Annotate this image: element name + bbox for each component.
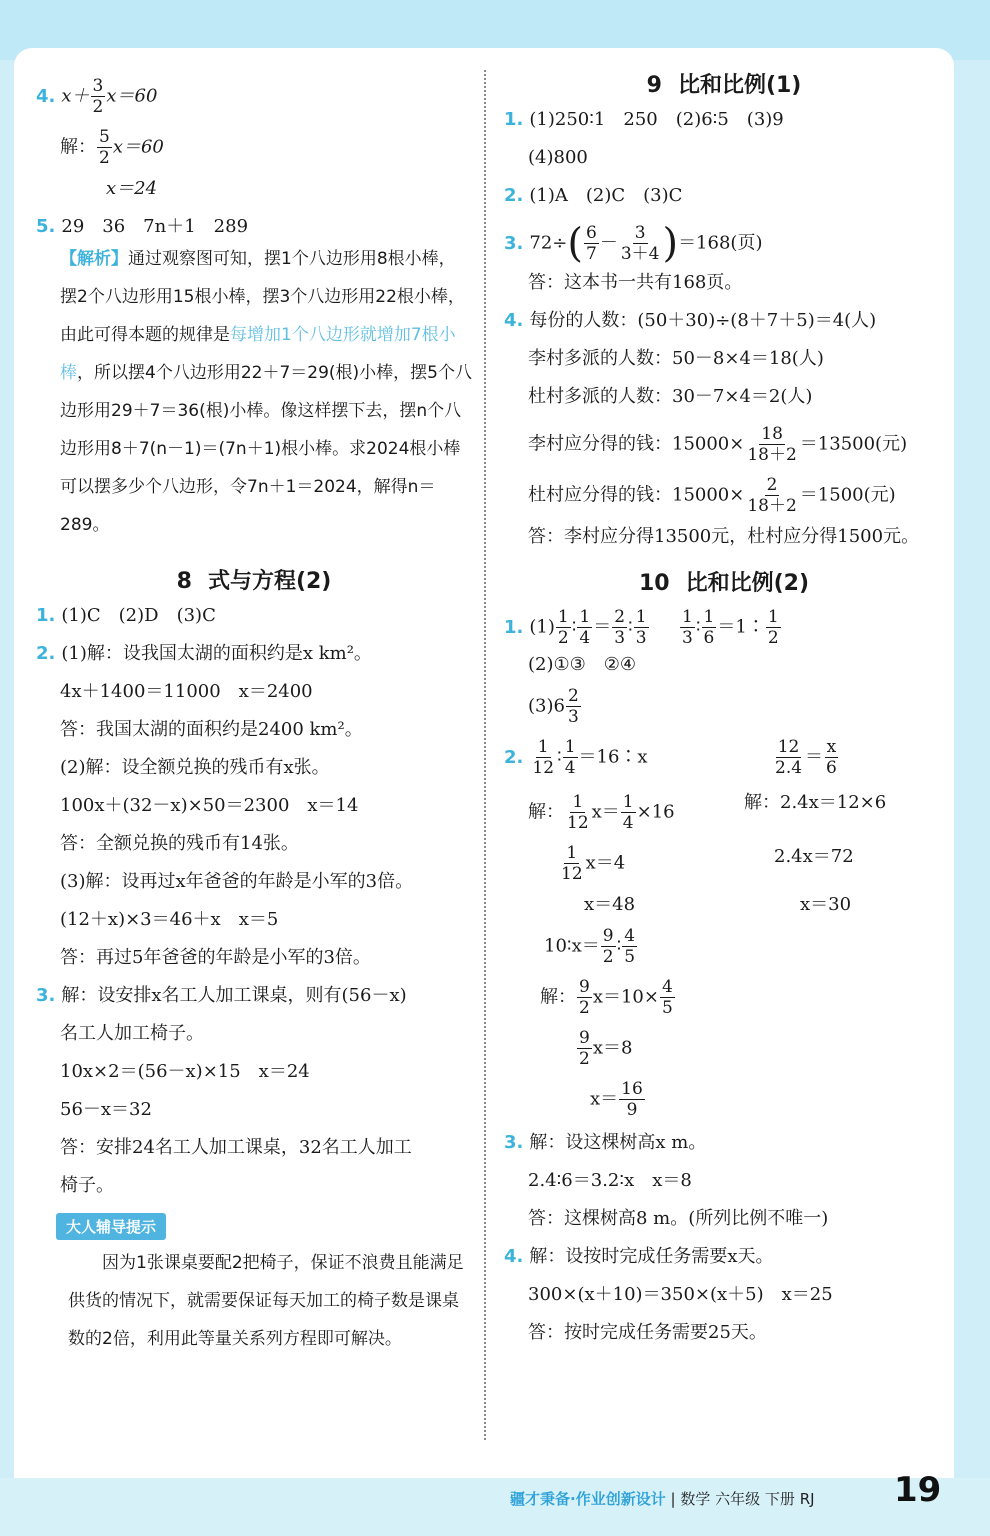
- s10-q2-c3: $\frac{9}{2}$ x＝8: [579, 1028, 633, 1069]
- s8-q3-l4: 56－x＝32: [60, 1099, 152, 1120]
- q4-solution: 解： $\frac{5}{2}$ x＝60: [60, 127, 164, 168]
- s10-q1-l3: (3)6 $\frac{2}{3}$: [528, 686, 579, 727]
- s9-q3-answer: 答：这本书一共有168页。: [528, 272, 743, 293]
- q5-analysis: 【解析】通过观察图可知，摆1个八边形用8根小棒，摆2个八边形用15根小棒，摆3个八边形用22根小棒，由此可得本题的规律是每增加1个八边形就增加7根小棒，所以摆4个八边形用22＋7＝29(根)小棒，摆5个八边形用29＋7＝36(根)小棒。像这样摆下去，摆n个八边形用8＋7(n－1)＝(7n＋1)根小棒。求2024根小棒可以摆多少个八边形，令7n＋1＝2024，解得n＝289。: [60, 249, 472, 535]
- s10-q1-l1: 1. (1) $\frac{1}{2}$ ∶ $\frac{1}{4}$ ＝ $\frac{2}{3}$ ∶ $\frac{1}{3}$ $\frac{1}{3}$ ∶ $\frac{1}{6}$ ＝1∶ $\frac{1}{2}$: [504, 607, 779, 648]
- s10-q4-l1: 4. 解：设按时完成任务需要x天。: [504, 1246, 774, 1267]
- s9-q4-l6: 答：李村应分得13500元，杜村应分得1500元。: [528, 526, 920, 547]
- s8-q2-l6: 答：全额兑换的残币有14张。: [60, 833, 299, 854]
- s8-q2-l1: 2. (1)解：设我国太湖的面积约是x km²。: [36, 643, 372, 664]
- section-9-title: 9 比和比例(1): [646, 73, 802, 98]
- q4-equation: 4. x＋ $\frac{3}{2}$ x＝60: [36, 76, 158, 117]
- s8-q3-l2: 名工人加工椅子。: [60, 1023, 204, 1044]
- page-number: 19: [894, 1470, 942, 1510]
- s10-q1-l2: (2)①③ ②④: [528, 654, 637, 675]
- s8-q2-l2: 4x＋1400＝11000 x＝2400: [60, 681, 313, 702]
- fraction: $\frac{3}{2}$: [92, 76, 104, 117]
- s10-q3-l2: 2.4∶6＝3.2∶x x＝8: [528, 1170, 692, 1191]
- s8-q2-l8: (12＋x)×3＝46＋x x＝5: [60, 909, 279, 930]
- s10-q2-c1: 10∶x＝ $\frac{9}{2}$ ∶ $\frac{4}{5}$: [544, 926, 636, 967]
- s8-q2-l3: 答：我国太湖的面积约是2400 km²。: [60, 719, 363, 740]
- fraction: $\frac{2}{18+2}$: [747, 475, 797, 516]
- s10-q2-c2: 解： $\frac{9}{2}$ x＝10× $\frac{4}{5}$: [540, 977, 673, 1018]
- fraction: $\frac{6}{7}$: [585, 223, 597, 264]
- left-column: [36, 76, 472, 1358]
- s9-q2: 2. (1)A (2)C (3)C: [504, 185, 683, 206]
- s8-q2-l5: 100x＋(32－x)×50＝2300 x＝14: [60, 795, 359, 816]
- s10-q3-l1: 3. 解：设这棵树高x m。: [504, 1132, 707, 1153]
- footer-edition: RJ: [799, 1490, 815, 1508]
- footer-separator: |: [670, 1490, 676, 1508]
- section-10-title: 10 比和比例(2): [638, 571, 810, 596]
- s8-q3-l1: 3. 解：设安排x名工人加工课桌，则有(56－x): [36, 985, 407, 1006]
- bottom-strip: [0, 1478, 990, 1536]
- page-footer: [510, 1488, 815, 1509]
- s10-q2-block: 2. $\frac{1}{12}$ ∶ $\frac{1}{4}$ ＝16∶x 解： $\frac{1}{12}$ x＝ $\frac{1}{4}$ ×16 $\frac{1}{12}$ x＝4 x＝48 $\frac{12}{2.4}$ ＝ $\frac{x}{6}$ 解：2.4x＝12×6 2.4x＝72 x＝30: [504, 737, 887, 915]
- fraction: $\frac{18}{18+2}$: [747, 424, 797, 465]
- s9-q3-equation: 3. 72÷( $\frac{6}{7}$ － $\frac{3}{3+4}$ )＝168(页): [504, 220, 763, 267]
- s9-q4-l5: 杜村应分得的钱：15000× $\frac{2}{18+2}$ ＝1500(元): [528, 475, 896, 516]
- s10-q4-l2: 300×(x＋10)＝350×(x＋5) x＝25: [528, 1284, 833, 1305]
- fraction: $\frac{5}{2}$: [99, 127, 110, 168]
- s9-q4-l3: 杜村多派的人数：30－7×4＝2(人): [528, 386, 813, 407]
- s8-q1: 1. (1)C (2)D (3)C: [36, 605, 216, 626]
- s9-q4-l4: 李村应分得的钱：15000× $\frac{18}{18+2}$ ＝13500(元): [528, 424, 908, 465]
- q4-answer: x＝24: [106, 178, 158, 199]
- s8-q3-l5: 答：安排24名工人加工课桌，32名工人加工: [60, 1137, 412, 1158]
- s9-q4-l1: 4. 每份的人数：(50＋30)÷(8＋7＋5)＝4(人): [504, 310, 877, 331]
- footer-volume: 下册: [764, 1490, 795, 1508]
- s10-q4-l3: 答：按时完成任务需要25天。: [528, 1322, 767, 1343]
- s8-q3-l3: 10x×2＝(56－x)×15 x＝24: [60, 1061, 310, 1082]
- q5-answer: 5. 29 36 7n＋1 289: [36, 216, 249, 237]
- footer-grade: 六年级: [715, 1490, 761, 1508]
- footer-brand: 疆才秉备·作业创新设计: [510, 1490, 666, 1508]
- right-column: [504, 73, 944, 1360]
- s9-q1-l2: (4)800: [528, 147, 588, 168]
- s8-q2-l9: 答：再过5年爸爸的年龄是小军的3倍。: [60, 947, 371, 968]
- footer-subject: 数学: [680, 1490, 711, 1508]
- s9-q4-l2: 李村多派的人数：50－8×4＝18(人): [528, 348, 824, 369]
- column-divider: [484, 70, 486, 1440]
- s8-q2-l7: (3)解：设再过x年爸爸的年龄是小军的3倍。: [60, 871, 414, 892]
- s9-q1-l1: 1. (1)250∶1 250 (2)6∶5 (3)9: [504, 109, 784, 130]
- s10-q3-l3: 答：这棵树高8 m。(所列比例不唯一): [528, 1208, 829, 1229]
- parent-tip-body: 因为1张课桌要配2把椅子，保证不浪费且能满足供货的情况下，就需要保证每天加工的椅子数是课桌数的2倍，利用此等量关系列方程即可解决。: [68, 1253, 464, 1349]
- section-8-title: 8 式与方程(2): [176, 569, 332, 594]
- s8-q2-l4: (2)解：设全额兑换的残币有x张。: [60, 757, 330, 778]
- s10-q2-c4: x＝ $\frac{16}{9}$: [590, 1079, 643, 1120]
- s8-q3-l6: 椅子。: [60, 1175, 114, 1196]
- parent-tip-badge: 大人辅导提示: [36, 1213, 472, 1240]
- fraction: $\frac{3}{3+4}$: [620, 223, 660, 264]
